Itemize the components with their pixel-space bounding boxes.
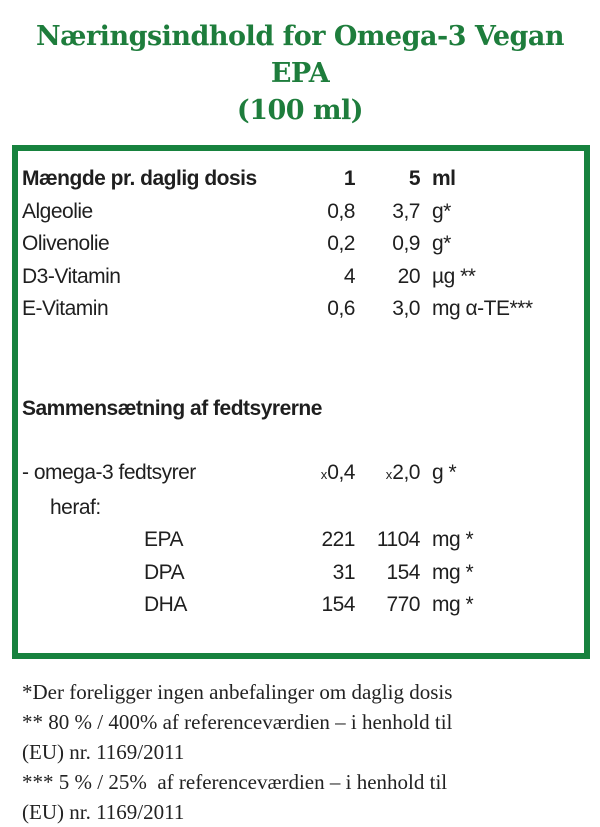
row-value-1: 0,2 [327, 232, 355, 255]
footnote-line-1: *Der foreligger ingen anbefalinger om daglig dosis [22, 680, 453, 704]
page-title-line1: Næringsindhold for Omega-3 Vegan EPA [35, 21, 565, 89]
table-row-e-vitamin [22, 293, 584, 326]
row-label: DPA [144, 560, 185, 584]
table-row-algeolie [22, 196, 584, 229]
row-label: E-Vitamin [22, 297, 109, 320]
nutrition-label-page [0, 18, 600, 824]
table-row-dpa [22, 557, 584, 590]
row-value-1: 31 [332, 560, 355, 584]
row-label: D3-Vitamin [22, 264, 121, 288]
row-value-2: 0,9 [392, 232, 420, 255]
row-value-1: 154 [321, 593, 355, 616]
footnote-line-3: (EU) nr. 1169/2011 [22, 740, 185, 764]
row-value-2: 154 [386, 560, 420, 584]
table-row-heraf [22, 492, 584, 525]
nutrition-table-box [12, 145, 590, 659]
footnote-line-4: *** 5 % / 25% af referenceværdien – i henhold til [22, 770, 448, 794]
nutrition-table [18, 151, 584, 622]
section-heading: Sammensætning af fedtsyrerne [22, 396, 322, 420]
row-unit: mg * [432, 593, 474, 616]
footnote-line-5: (EU) nr. 1169/2011 [22, 800, 185, 824]
row-label: Mængde pr. daglig dosis [22, 167, 257, 190]
footnote-line-2: ** 80 % / 400% af referenceværdien – i henhold til [22, 710, 453, 734]
row-value-1: 0,6 [327, 297, 355, 320]
row-value-1: 4 [343, 264, 355, 288]
row-value-1-number: 0,4 [327, 461, 355, 484]
row-value-1: 1 [343, 167, 355, 190]
row-value-1: 221 [321, 528, 355, 551]
table-row-d3-vitamin [22, 261, 584, 294]
row-value-1 [295, 457, 355, 492]
row-label: heraf: [50, 495, 101, 519]
row-unit: g * [432, 461, 457, 484]
row-value-1: 0,8 [327, 199, 355, 223]
row-label: Algeolie [22, 199, 93, 223]
multiplier-x-prefix: x [320, 467, 328, 482]
row-unit: mg α-TE*** [432, 297, 533, 320]
table-row-omega3-fatty-acids [22, 457, 584, 492]
row-unit: g* [432, 232, 451, 255]
row-value-2: 3,0 [392, 297, 420, 320]
row-value-2: 20 [397, 264, 420, 288]
row-label: Olivenolie [22, 232, 110, 255]
page-title-line2: (100 ml) [236, 95, 364, 126]
footnotes [22, 677, 582, 827]
row-unit: mg * [432, 560, 474, 584]
table-row-epa [22, 524, 584, 557]
row-label: DHA [144, 593, 187, 616]
multiplier-x-prefix: x [385, 467, 393, 482]
table-section-fatty-acids [22, 393, 584, 426]
row-unit: µg ** [432, 264, 476, 288]
row-value-2: 5 [408, 167, 420, 190]
row-unit: g* [432, 199, 451, 223]
row-unit: ml [432, 167, 456, 190]
page-title [8, 18, 592, 129]
row-value-2: 1104 [376, 528, 420, 551]
row-value-2: 3,7 [392, 199, 420, 223]
row-value-2 [355, 457, 420, 492]
row-label: EPA [144, 528, 183, 551]
table-row-olivenolie [22, 228, 584, 261]
row-label: - omega-3 fedtsyrer [22, 461, 196, 484]
table-row-daily-dose [22, 163, 584, 196]
row-unit: mg * [432, 528, 474, 551]
table-row-dha [22, 589, 584, 622]
row-value-2: 770 [386, 593, 420, 616]
row-value-2-number: 2,0 [392, 461, 420, 484]
